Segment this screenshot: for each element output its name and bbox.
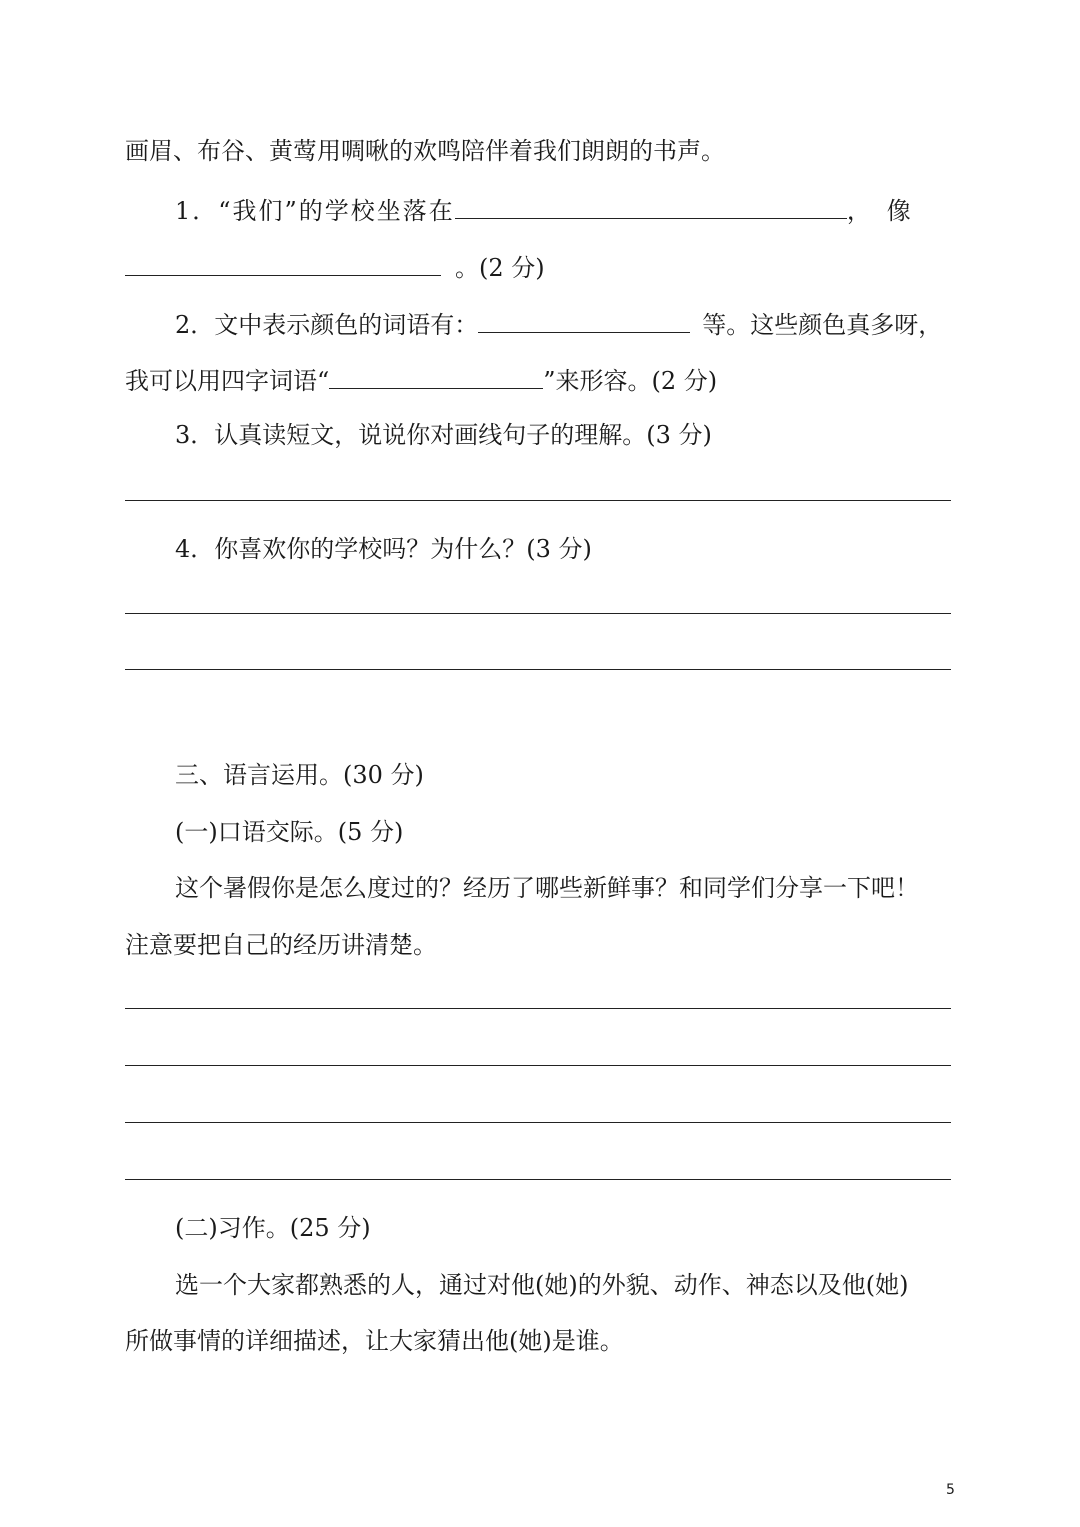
q2-line2-suffix: ”来形容。(2 分) — [543, 367, 718, 395]
q1-suffix: 。(2 分) — [455, 254, 545, 282]
part-2-title: (二)习作。(25 分) — [175, 1214, 371, 1242]
part-2-prompt-line-1: 选一个大家都熟悉的人，通过对他(她)的外貌、动作、神态以及他(她) — [175, 1271, 909, 1299]
part-1-prompt-line-1: 这个暑假你是怎么度过的？经历了哪些新鲜事？和同学们分享一下吧！ — [175, 874, 919, 902]
part-1-prompt-line-2: 注意要把自己的经历讲清楚。 — [125, 931, 437, 959]
q2-answer-blank-1[interactable] — [478, 302, 690, 333]
q4-answer-line-2[interactable] — [125, 669, 951, 670]
part-1-answer-line-4[interactable] — [125, 1179, 951, 1180]
section-3-title: 三、语言运用。(30 分) — [175, 761, 424, 789]
question-1-line-1 — [175, 188, 1080, 228]
part-1-answer-line-1[interactable] — [125, 1008, 951, 1009]
q2-line2-prefix: 我可以用四字词语“ — [125, 367, 330, 395]
part-1-answer-line-2[interactable] — [125, 1065, 951, 1066]
part-2-prompt-line-2: 所做事情的详细描述，让大家猜出他(她)是谁。 — [125, 1327, 624, 1355]
question-3: 3．认真读短文，说说你对画线句子的理解。(3 分) — [175, 421, 712, 449]
q2-mid: 等。这些颜色真多呀， — [702, 311, 943, 339]
page-number: 5 — [946, 1482, 955, 1498]
passage-last-line: 画眉、布谷、黄莺用啁啾的欢鸣陪伴着我们朗朗的书声。 — [125, 137, 725, 165]
part-1-title: (一)口语交际。(5 分) — [175, 818, 404, 846]
part-1-answer-line-3[interactable] — [125, 1122, 951, 1123]
q3-answer-line[interactable] — [125, 500, 951, 501]
q1-answer-blank-1[interactable] — [455, 188, 847, 219]
question-4: 4．你喜欢你的学校吗？为什么？(3 分) — [175, 535, 592, 563]
q1-answer-blank-2[interactable] — [125, 245, 441, 276]
q1-prefix: 1．“我们”的学校坐落在 — [175, 197, 455, 225]
q2-prefix: 2．文中表示颜色的词语有： — [175, 311, 479, 339]
q1-mid: ，像 — [846, 197, 927, 225]
question-2-line-2 — [125, 358, 1080, 398]
question-1-line-2 — [125, 245, 1080, 285]
q4-answer-line-1[interactable] — [125, 613, 951, 614]
question-2-line-1 — [175, 302, 1080, 342]
q2-answer-blank-2[interactable] — [329, 358, 543, 389]
